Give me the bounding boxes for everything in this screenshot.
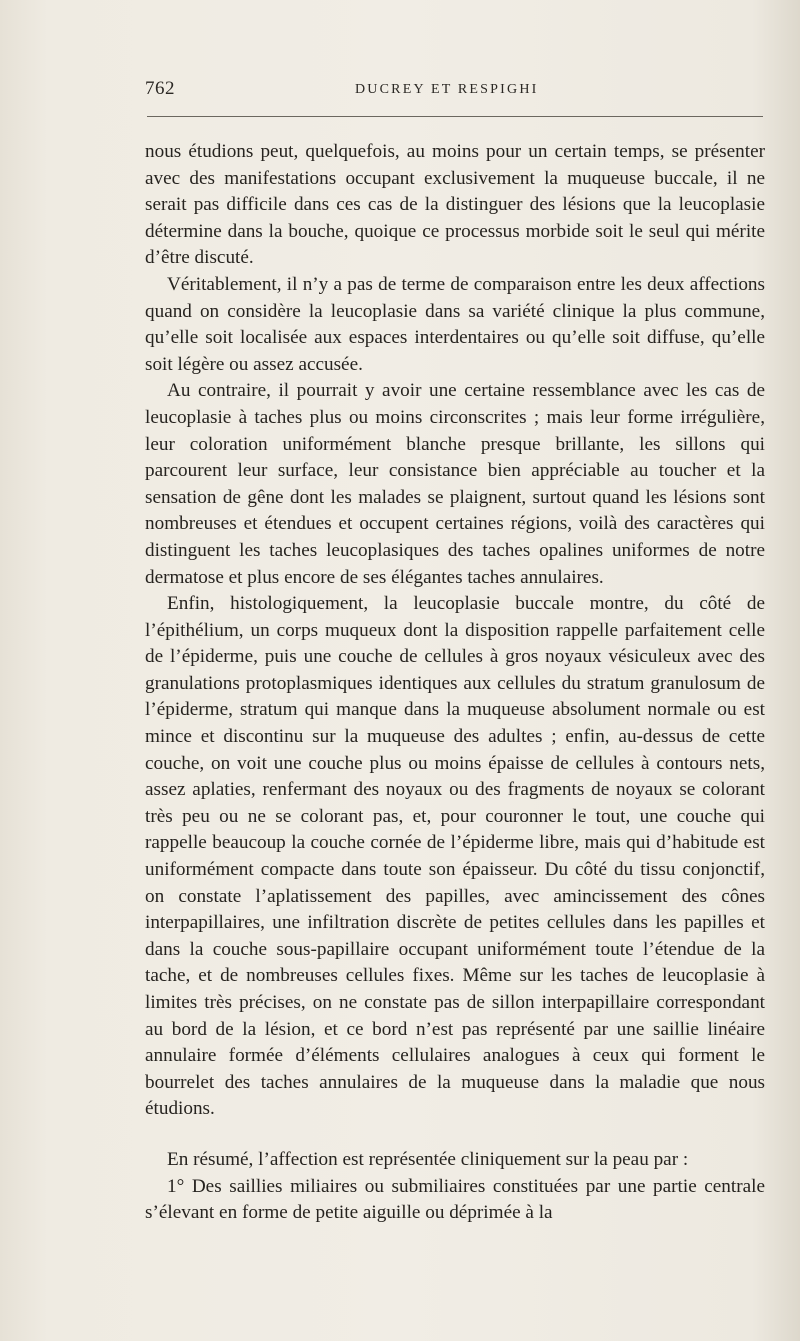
paragraph-continuation: nous étudions peut, quelquefois, au moins pour un certain temps, se présenter avec des manifestations occupant exclusivement la muqueuse buccale, il ne serait pas difficile dans ces cas de la distinguer des lésions que la leucoplasie détermine dans la bouche, quoique ce processus morbide soit le seul qui mérite d’être discuté.	[145, 141, 765, 269]
summary-paragraph: En résumé, l’affection est représentée cliniquement sur la peau par :	[167, 1148, 689, 1170]
list-item-paragraph: 1° Des saillies miliaires ou submiliaires constituées par une partie centrale s’élevant en forme de petite aiguille ou déprimée à la	[145, 1175, 765, 1224]
running-head: DUCREY ET RESPIGHI	[355, 82, 539, 97]
paragraph: Véritablement, il n’y a pas de terme de comparaison entre les deux affections quand on considère la leucoplasie dans sa variété clinique la plus commune, qu’elle soit localisée aux espaces interdentaires ou qu’elle soit diffuse, qu’elle soit légère ou assez accusée.	[145, 273, 765, 375]
body-text	[145, 139, 765, 1227]
header-rule	[147, 116, 763, 117]
page-header	[145, 78, 765, 118]
paragraph: Au contraire, il pourrait y avoir une certaine ressemblance avec les cas de leucoplasie à taches plus ou moins circonscrites ; mais leur forme irrégulière, leur coloration uniformément blanche presque brillante, les sillons qui parcourent leur surface, leur consistance bien appréciable au toucher et la sensation de gêne dont les malades se plaignent, surtout quand les lésions sont nombreuses et étendues et occupent certaines régions, voilà des caractères qui distinguent les taches leucoplasiques des taches opalines uniformes de notre dermatose et plus encore de ses élégantes taches annulaires.	[145, 380, 765, 588]
page-number: 762	[145, 78, 175, 99]
paragraph: Enfin, histologiquement, la leucoplasie buccale montre, du côté de l’épithélium, un corps muqueux dont la disposition rappelle parfaitement celle de l’épiderme, puis une couche de cellules à gros noyaux vésiculeux avec des granulations protoplasmiques identiques aux cellules du stratum granulosum de l’épiderme, stratum qui manque dans la muqueuse absolument normale ou est mince et discontinu sur la muqueuse des adultes ; enfin, au-dessus de cette couche, on voit une couche plus ou moins épaisse de cellules à contours nets, assez aplaties, renfermant des noyaux ou des fragments de noyaux se colorant très peu ou ne se colorant pas, et, pour couronner le tout, une couche qui rappelle beaucoup la couche cornée de l’épiderme libre, mais qui d’habitude est uniformément compacte dans toute son épaisseur. Du côté du tissu conjonctif, on constate l’aplatissement des papilles, avec amincissement des cônes interpapillaires, une infiltration discrète de petites cellules dans les papilles et dans la couche sous-papillaire occupant uniformément toute l’étendue de la tache, et de nombreuses cellules fixes. Même sur les taches de leucoplasie à limites très précises, on ne constate pas de sillon interpapillaire correspondant au bord de la lésion, et ce bord n’est pas représenté par une saillie linéaire annulaire formée d’éléments cellulaires analogues à ceux qui forment le bourrelet des taches annulaires de la muqueuse dans la maladie que nous étudions.	[145, 593, 765, 1120]
